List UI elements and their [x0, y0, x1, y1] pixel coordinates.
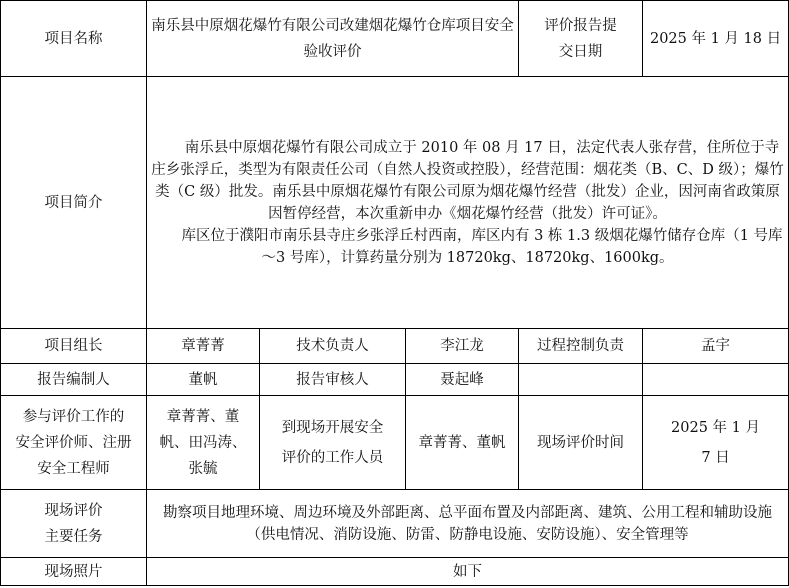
tasks-label-line: 现场评价: [44, 502, 103, 519]
intro-row: [1, 77, 789, 329]
evaluators-value: [147, 396, 260, 490]
evaluators-value-line: 帆、田冯涛、: [159, 434, 247, 451]
author-row: [1, 364, 789, 396]
onsite-time-value: [643, 396, 789, 490]
tasks-label: [1, 490, 147, 558]
team-leader-row: [1, 329, 789, 364]
intro-label: 项目简介: [1, 77, 147, 329]
evaluators-row: [1, 396, 789, 490]
tech-lead-value: 李江龙: [406, 329, 519, 364]
project-name-row: [1, 1, 789, 77]
leader-label: 项目组长: [1, 329, 147, 364]
intro-paragraph-1: 南乐县中原烟花爆竹有限公司成立于 2010 年 08 月 17 日，法定代表人张存营，住所位于寺庄乡张浮丘，类型为有限责任公司（自然人投资或控股），经营范围：烟花类（B、C、D 级）；爆竹类（C 级）批发。南乐县中原烟花爆竹有限公司原为烟花爆竹经营（批发）企业，因河南省政策原因暂停经营，本次重新申办《烟花爆竹经营（批发）许可证》。: [151, 139, 784, 222]
onsite-staff-value: 章菁菁、董帆: [406, 396, 519, 490]
onsite-time-line: 2025 年 1 月: [671, 419, 761, 436]
tasks-label-line: 主要任务: [44, 528, 103, 545]
report-date-label: [519, 1, 643, 77]
tech-lead-label: 技术负责人: [260, 329, 406, 364]
tasks-value: 勘察项目地理环境、周边环境及外部距离、总平面布置及内部距离、建筑、公用工程和辅助设施（供电情况、消防设施、防雷、防静电设施、安防设施）、安全管理等: [147, 490, 789, 558]
evaluators-label-line: 安全工程师: [37, 460, 110, 477]
onsite-staff-label-line: 到现场开展安全: [281, 419, 384, 436]
report-date-label-text: 评价报告提交日期: [544, 17, 617, 60]
intro-paragraph-2: 库区位于濮阳市南乐县寺庄乡张浮丘村西南，库区内有 3 栋 1.3 级烟花爆竹储存仓库（1 号库～3 号库），计算药量分别为 18720kg、18720kg、1600kg。: [181, 227, 783, 266]
photos-label: 现场照片: [1, 558, 147, 586]
evaluators-label: [1, 396, 147, 490]
tasks-row: [1, 490, 789, 558]
project-name-value: 南乐县中原烟花爆竹有限公司改建烟花爆竹仓库项目安全验收评价: [147, 1, 519, 77]
report-date-value: 2025 年 1 月 18 日: [643, 1, 789, 77]
photos-row: [1, 558, 789, 586]
onsite-staff-label: [260, 396, 406, 490]
process-control-label: 过程控制负责: [519, 329, 643, 364]
photos-value: 如下: [147, 558, 789, 586]
evaluators-label-line: 安全评价师、注册: [15, 434, 132, 451]
reviewer-label: 报告审核人: [260, 364, 406, 396]
onsite-staff-label-line: 评价的工作人员: [281, 449, 384, 466]
project-name-label: 项目名称: [1, 1, 147, 77]
intro-content: [147, 77, 789, 329]
author-value: 董帆: [147, 364, 260, 396]
reviewer-value: 聂起峰: [406, 364, 519, 396]
process-control-value: 孟宇: [643, 329, 789, 364]
evaluators-value-line: 章菁菁、董: [166, 408, 240, 425]
evaluators-label-line: 参与评价工作的: [22, 408, 125, 425]
empty-cell: [519, 364, 643, 396]
onsite-time-label: 现场评价时间: [519, 396, 643, 490]
empty-cell: [643, 364, 789, 396]
author-label: 报告编制人: [1, 364, 147, 396]
leader-value: 章菁菁: [147, 329, 260, 364]
evaluators-value-line: 张毓: [188, 460, 218, 477]
onsite-time-line: 7 日: [701, 449, 730, 466]
